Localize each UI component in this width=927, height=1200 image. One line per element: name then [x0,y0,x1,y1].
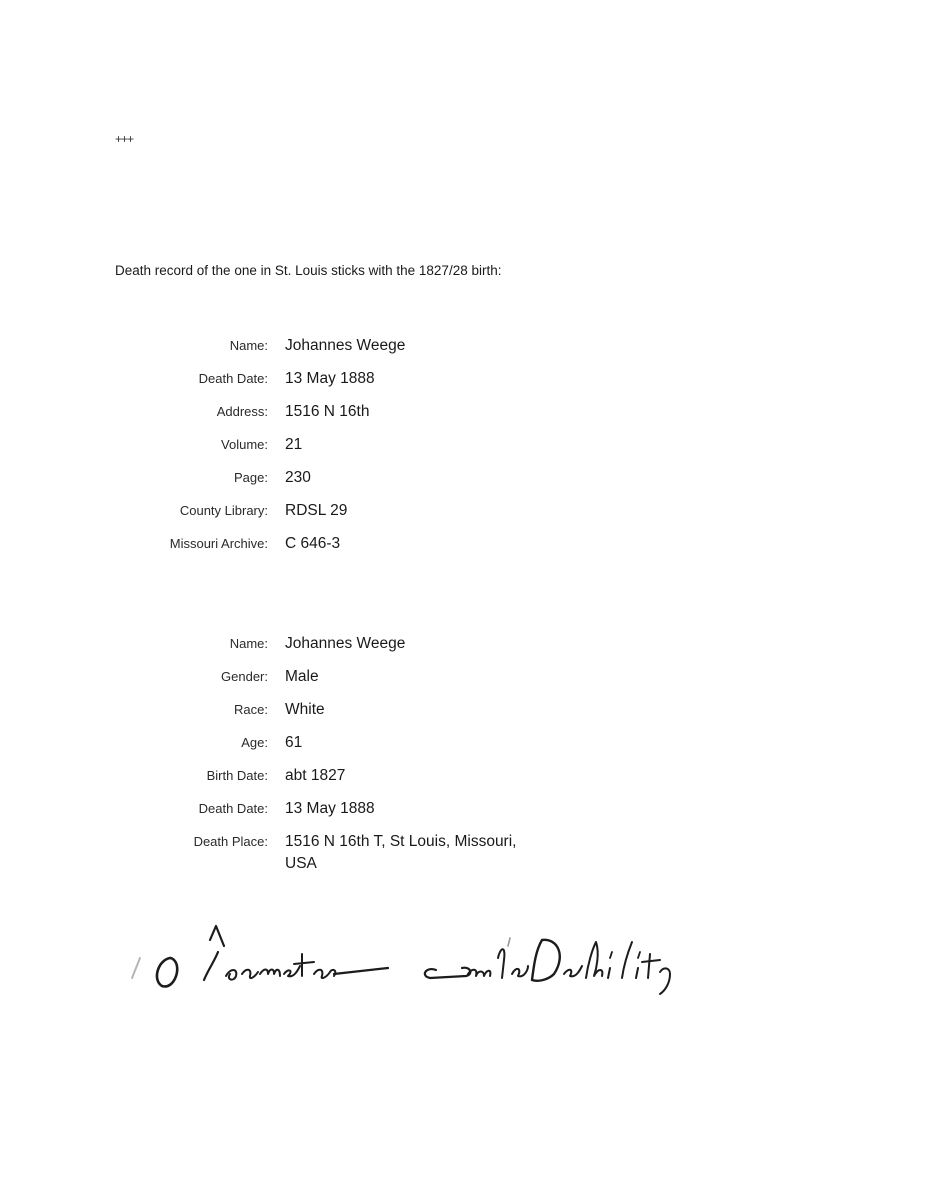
death-record-detail [100,633,660,881]
field-label: Page: [234,470,268,485]
field-value: Johannes Weege [285,635,406,652]
field-value: 1516 N 16th [285,403,370,420]
record-row-page [100,467,660,500]
record-row-address [100,401,660,434]
field-label: Birth Date: [206,768,268,783]
record-row-death-place [100,831,660,881]
field-label: Death Place: [193,834,268,849]
field-value: Male [285,668,319,685]
field-label: Address: [216,404,268,419]
record-row-race [100,699,660,732]
field-value: 21 [285,436,303,453]
field-value: abt 1827 [285,767,346,784]
record-row-name [100,633,660,666]
field-value: 13 May 1888 [285,800,375,817]
field-label: Death Date: [198,801,268,816]
field-value: 1516 N 16th T, St Louis, Missouri, USA [285,833,517,872]
death-record-summary [100,335,660,566]
field-value: 230 [285,469,311,486]
intro-text: Death record of the one in St. Louis sticks with the 1827/28 birth: [115,263,502,278]
field-label: County Library: [179,503,268,518]
field-value: White [285,701,325,718]
field-value: Johannes Weege [285,337,406,354]
field-value: C 646-3 [285,535,341,552]
field-label: Age: [241,735,268,750]
record-row-county-library [100,500,660,533]
field-value: RDSL 29 [285,502,348,519]
record-row-missouri-archive [100,533,660,566]
record-row-death-date [100,368,660,401]
field-label: Volume: [221,437,268,452]
record-row-age [100,732,660,765]
section-marker: +++ [115,132,134,146]
record-row-birth-date [100,765,660,798]
handwritten-note-image [118,918,758,998]
field-value: 13 May 1888 [285,370,375,387]
record-row-gender [100,666,660,699]
field-label: Name: [229,636,268,651]
record-row-death-date [100,798,660,831]
field-label: Gender: [221,669,268,684]
record-row-volume [100,434,660,467]
field-label: Name: [229,338,268,353]
field-label: Death Date: [198,371,268,386]
field-label: Missouri Archive: [169,536,268,551]
field-value: 61 [285,734,303,751]
field-label: Race: [234,702,268,717]
record-row-name [100,335,660,368]
